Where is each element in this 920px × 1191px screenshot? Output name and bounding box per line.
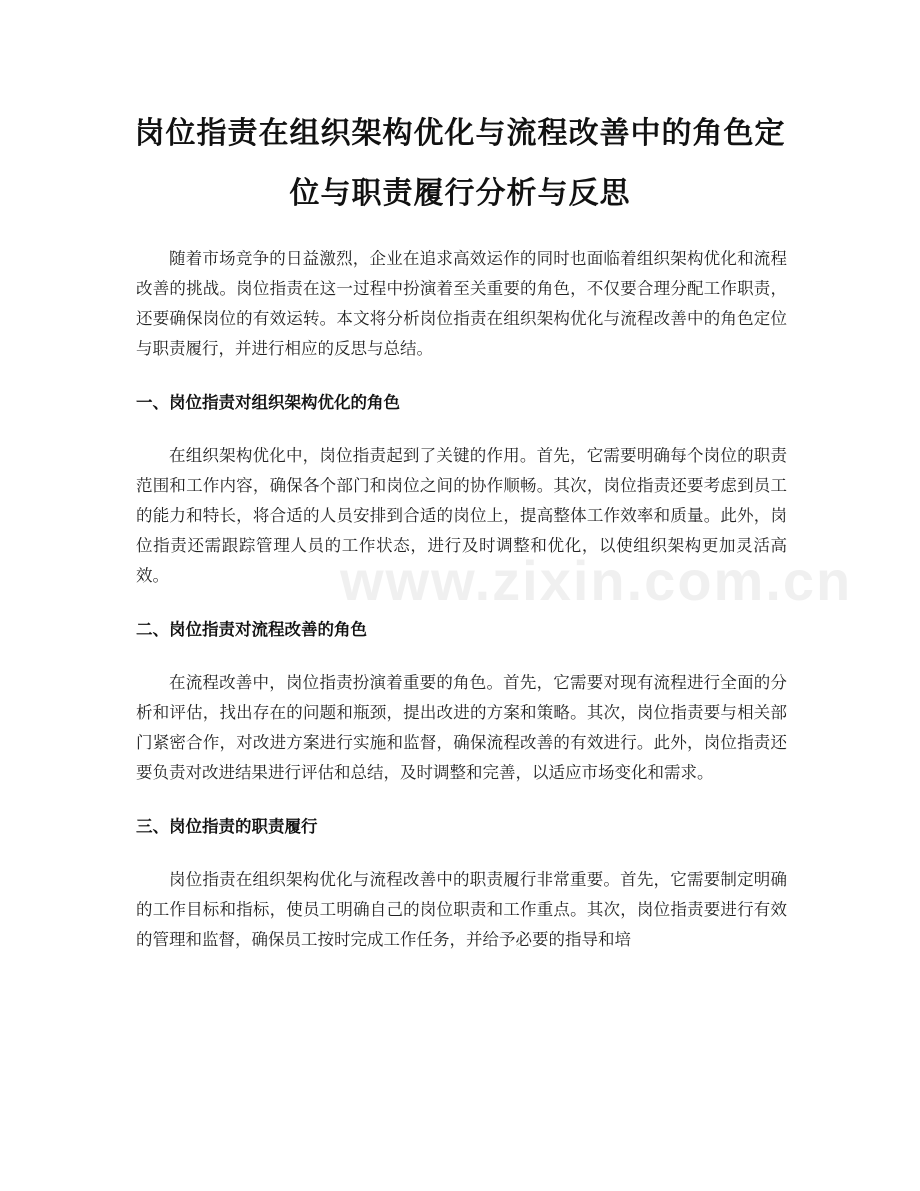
- section-paragraph-3: 岗位指责在组织架构优化与流程改善中的职责履行非常重要。首先，它需要制定明确的工作目标和指标，使员工明确自己的岗位职责和工作重点。其次，岗位指责要进行有效的管理和监督，确保员工按时完成工作任务，并给予必要的指导和培: [136, 870, 787, 949]
- section-paragraph-1: 在组织架构优化中，岗位指责起到了关键的作用。首先，它需要明确每个岗位的职责范围和工作内容，确保各个部门和岗位之间的协作顺畅。其次，岗位指责还要考虑到员工的能力和特长，将合适的人员安排到合适的岗位上，提高整体工作效率和质量。此外，岗位指责还需跟踪管理人员的工作状态，进行及时调整和优化，以使组织架构更加灵活高效。: [136, 446, 787, 585]
- section-heading-1: 一、岗位指责对组织架构优化的角色: [136, 393, 400, 412]
- section-heading-2: 二、岗位指责对流程改善的角色: [136, 620, 367, 639]
- section-paragraph-2: 在流程改善中，岗位指责扮演着重要的角色。首先，它需要对现有流程进行全面的分析和评估，找出存在的问题和瓶颈，提出改进的方案和策略。其次，岗位指责要与相关部门紧密合作，对改进方案进行实施和监督，确保流程改善的有效进行。此外，岗位指责还要负责对改进结果进行评估和总结，及时调整和完善，以适应市场变化和需求。: [136, 673, 787, 782]
- intro-paragraph: 随着市场竞争的日益激烈，企业在追求高效运作的同时也面临着组织架构优化和流程改善的挑战。岗位指责在这一过程中扮演着至关重要的角色，不仅要合理分配工作职责，还要确保岗位的有效运转。本文将分析岗位指责在组织架构优化与流程改善中的角色定位与职责履行，并进行相应的反思与总结。: [136, 249, 787, 358]
- document-title: 岗位指责在组织架构优化与流程改善中的角色定位与职责履行分析与反思: [134, 116, 786, 211]
- document-body: [136, 244, 787, 979]
- section-heading-3: 三、岗位指责的职责履行: [136, 817, 318, 836]
- watermark: www.zixin.com.cn: [340, 549, 853, 612]
